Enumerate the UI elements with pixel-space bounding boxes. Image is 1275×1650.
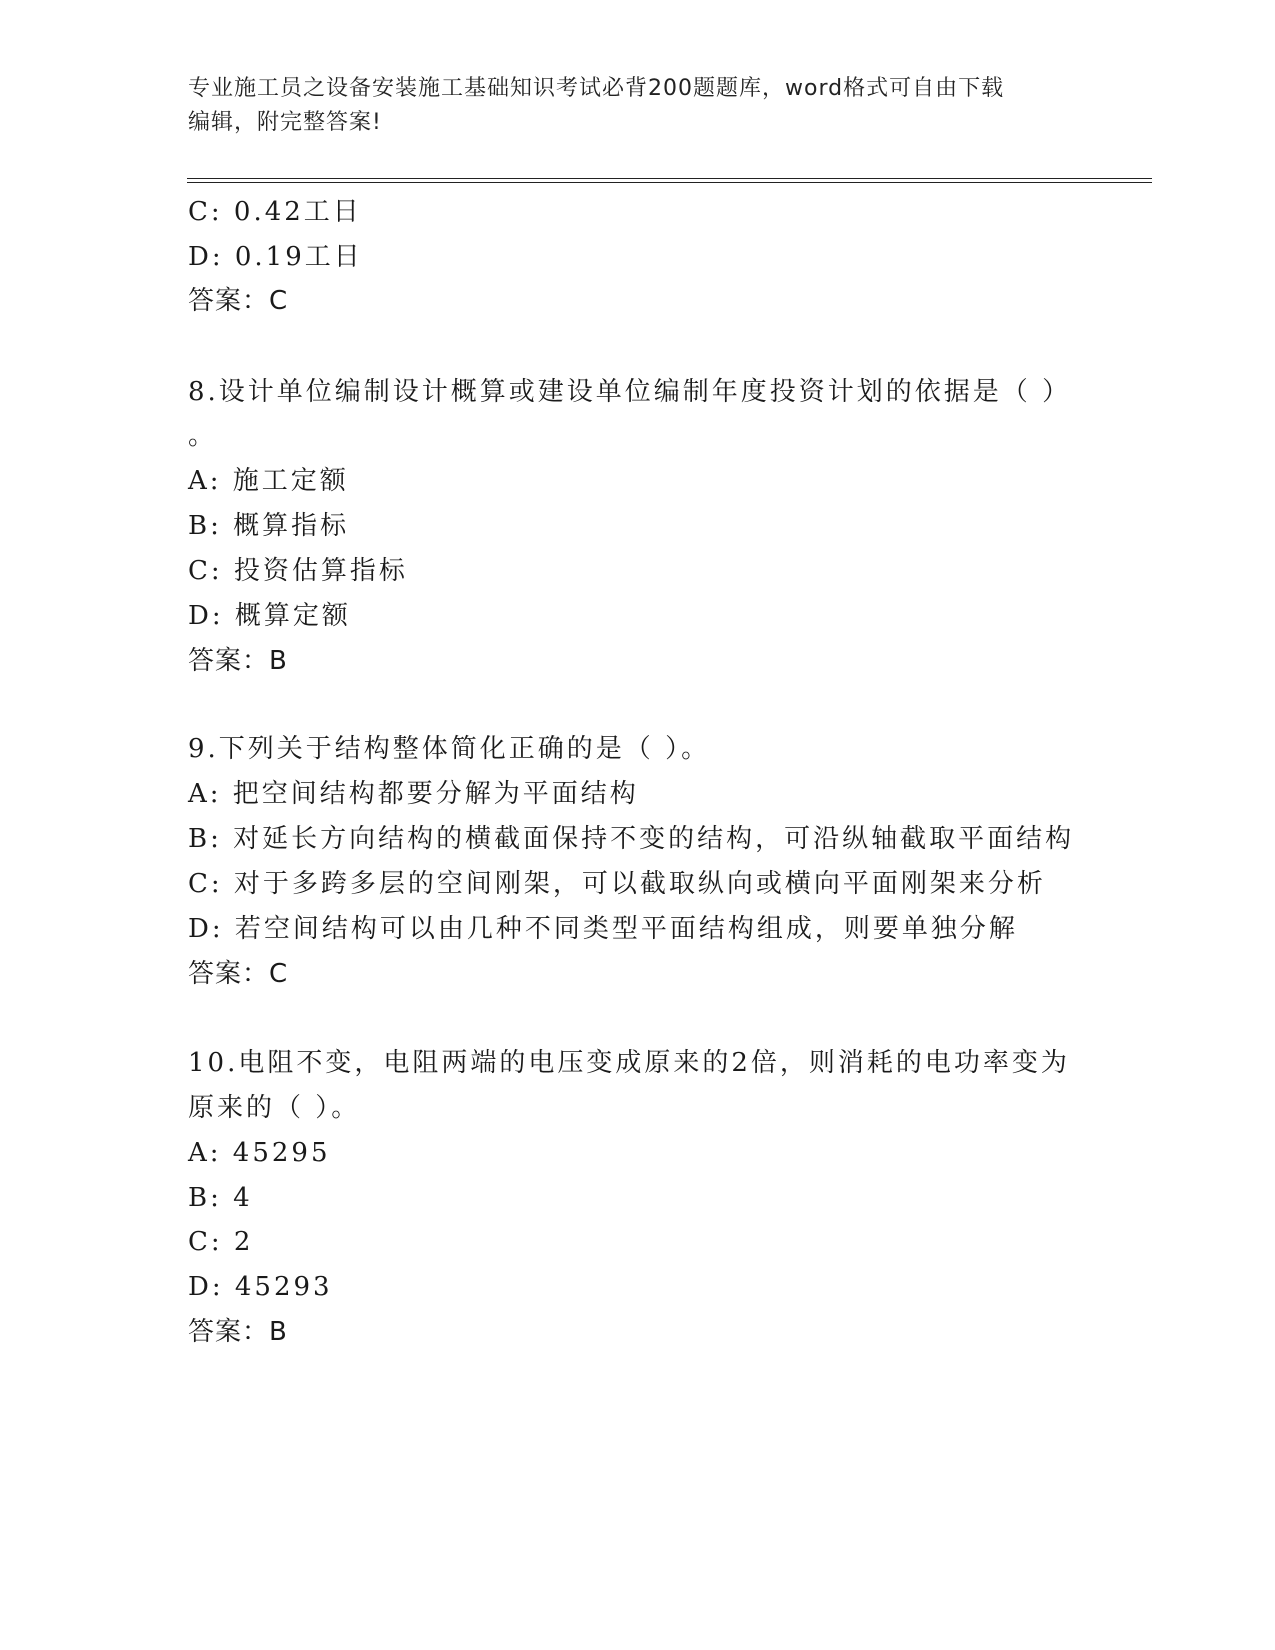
- header-divider-bottom: [187, 182, 1152, 183]
- header-line-1: 专业施工员之设备安装施工基础知识考试必背200题题库，word格式可自由下载: [188, 76, 1005, 101]
- q8-option-b: B: 概算指标: [188, 511, 350, 541]
- q10-answer: 答案：B: [188, 1317, 288, 1347]
- q9-option-b: B: 对延长方向结构的横截面保持不变的结构，可沿纵轴截取平面结构: [188, 824, 1075, 854]
- q10-option-b: B: 4: [188, 1183, 253, 1213]
- q10-option-c: C: 2: [188, 1227, 254, 1257]
- q7-answer: 答案：C: [188, 286, 289, 316]
- header-divider-top: [187, 178, 1152, 179]
- q8-answer: 答案：B: [188, 646, 288, 676]
- q7-option-c: C: 0.42工日: [188, 197, 362, 227]
- q8-option-a: A: 施工定额: [188, 466, 349, 496]
- q8-stem-line-1: 8.设计单位编制设计概算或建设单位编制年度投资计划的依据是（ ）: [188, 377, 1072, 407]
- q9-stem: 9.下列关于结构整体简化正确的是（ ）。: [188, 734, 711, 764]
- q7-option-d: D: 0.19工日: [188, 242, 363, 272]
- q10-option-d: D: 45293: [188, 1272, 333, 1302]
- q10-option-a: A: 45295: [188, 1138, 331, 1168]
- q9-option-a: A: 把空间结构都要分解为平面结构: [188, 779, 639, 809]
- q10-stem-line-2: 原来的（ ）。: [188, 1093, 361, 1123]
- q9-option-d: D: 若空间结构可以由几种不同类型平面结构组成，则要单独分解: [188, 914, 1018, 944]
- q8-option-c: C: 投资估算指标: [188, 556, 408, 586]
- q9-answer: 答案：C: [188, 959, 289, 989]
- q8-option-d: D: 概算定额: [188, 601, 351, 631]
- q8-stem-line-2: 。: [188, 421, 218, 451]
- header-line-2: 编辑，附完整答案!: [188, 110, 382, 135]
- q10-stem-line-1: 10.电阻不变，电阻两端的电压变成原来的2倍，则消耗的电功率变为: [188, 1048, 1070, 1078]
- page-header: [188, 72, 1068, 140]
- q9-option-c: C: 对于多跨多层的空间刚架，可以截取纵向或横向平面刚架来分析: [188, 869, 1046, 899]
